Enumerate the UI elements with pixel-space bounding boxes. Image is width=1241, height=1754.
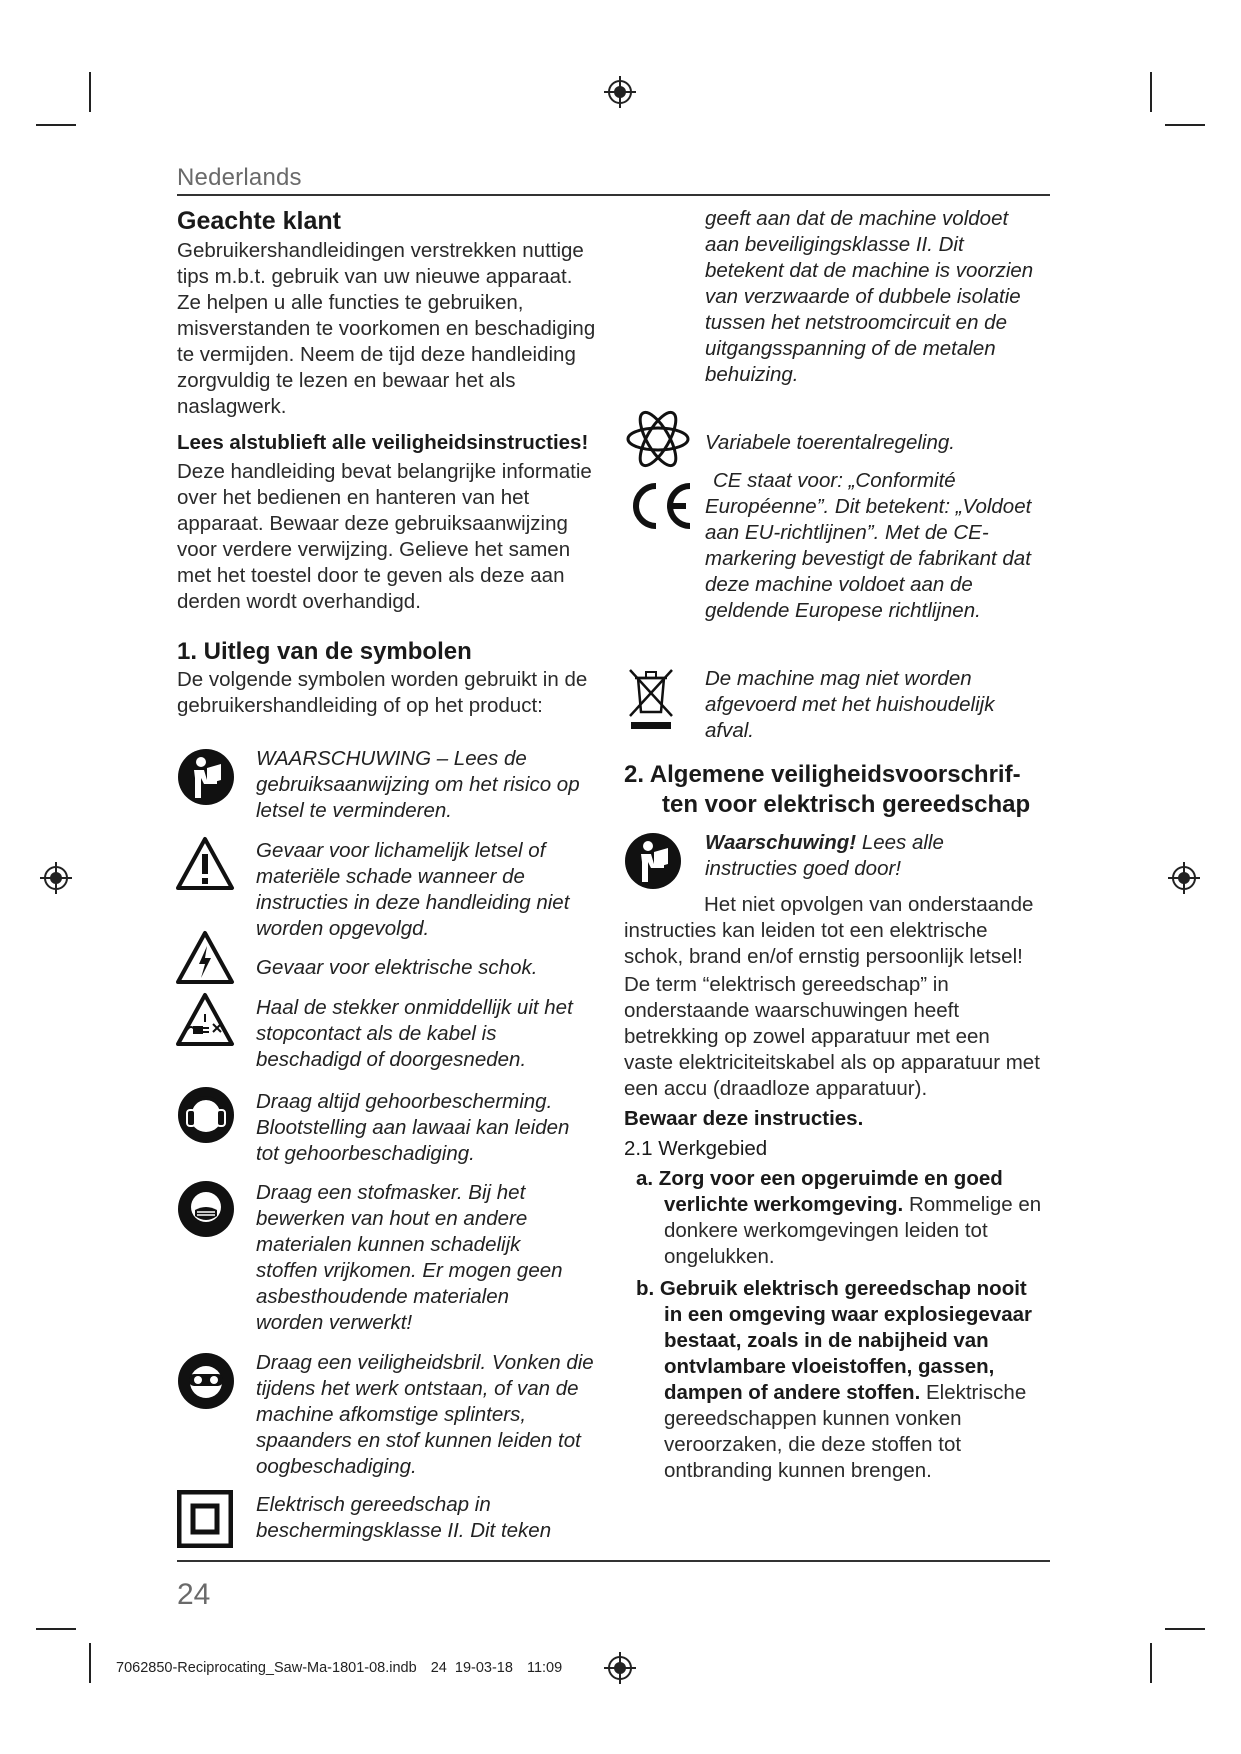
- subsection-work-area: 2.1 Werkgebied: [624, 1137, 768, 1160]
- crop-mark: [89, 72, 91, 112]
- item-a-rest: Rommelige en donkere werkomgevingen leiden tot ongelukken.: [664, 1193, 1042, 1268]
- safety-goggles-icon: [177, 1352, 235, 1410]
- warning-label: Waarschuwing!: [705, 831, 857, 854]
- weee-text: De machine mag niet worden afgevoerd met het huishoudelijk afval.: [705, 667, 995, 742]
- section2-title: [624, 760, 1054, 820]
- section1-intro: De volgende symbolen worden gebruikt in de gebruikershandleiding of op het product:: [177, 668, 588, 717]
- item-b-bold: b. Gebruik elektrisch gereedschap nooit in een omgeving waar explosiegevaar bestaat, zoals in de nabijheid van ontvlambare vloeistoffen, gassen, dampen of andere stoffen.: [636, 1277, 1033, 1404]
- read-manual-icon: [177, 748, 235, 806]
- weee-bin-icon: [628, 666, 674, 730]
- symbol-text-class-ii: Elektrisch gereedschap in beschermingsklasse II. Dit teken: [256, 1493, 552, 1542]
- unplug-cable-icon: [175, 992, 235, 1048]
- symbol-text-unplug: Haal de stekker onmiddellijk uit het stopcontact als de kabel is beschadigd of doorgesneden.: [256, 996, 573, 1071]
- item-b: [624, 1276, 1044, 1484]
- right-column-body: [624, 892, 1044, 1484]
- registration-mark-icon: [1168, 862, 1200, 894]
- symbol-text-warning: Gevaar voor lichamelijk letsel of materiële schade wanneer de instructies in deze handleiding niet worden opgevolgd.: [256, 839, 570, 940]
- keep-instructions: Bewaar deze instructies.: [624, 1107, 864, 1130]
- crop-mark: [1150, 72, 1152, 112]
- section1-title: 1. Uitleg van de symbolen: [177, 638, 472, 665]
- variable-speed-text: Variabele toerentalregeling.: [705, 431, 955, 454]
- registration-mark-icon: [604, 76, 636, 108]
- class-ii-icon: [177, 1490, 233, 1548]
- crop-mark: [1150, 1643, 1152, 1683]
- print-footer: [116, 1660, 562, 1676]
- section2-title-line2: ten voor elektrisch gereedschap: [662, 791, 1031, 818]
- footer-page: 24: [430, 1660, 447, 1676]
- footer-time: 11:09: [526, 1660, 563, 1676]
- section2-title-line1: 2. Algemene veiligheidsvoorschrif-: [624, 761, 1021, 788]
- crop-mark: [36, 124, 76, 126]
- registration-mark-icon: [40, 862, 72, 894]
- registration-mark-icon: [604, 1652, 636, 1684]
- footer-rule: [177, 1560, 1050, 1562]
- symbol-text-goggles: Draag een veiligheidsbril. Vonken die tijdens het werk ontstaan, of van de machine afkomstige splinters, spaanders en stof kunnen leiden tot oogbeschadiging.: [256, 1351, 594, 1478]
- item-b-rest: Elektrische gereedschappen kunnen vonken veroorzaken, die deze stoffen tot ontbranding kunnen brengen.: [664, 1381, 1027, 1482]
- crop-mark: [1165, 1628, 1205, 1630]
- ce-mark-icon: [624, 480, 696, 532]
- header-rule: [177, 194, 1050, 196]
- crop-mark: [1165, 124, 1205, 126]
- symbol-text-ear-protection: Draag altijd gehoorbescherming. Blootstelling aan lawaai kan leiden tot gehoorbeschadiging.: [256, 1090, 570, 1165]
- warning-paragraph: Het niet opvolgen van onderstaande instructies kan leiden tot een elektrische schok, brand en/of ernstig persoonlijk letsel!: [624, 893, 1034, 968]
- greeting-heading: Geachte klant: [177, 207, 341, 235]
- warning-rest: Lees alle instructies goed door!: [705, 831, 944, 880]
- read-manual-icon: [624, 832, 682, 890]
- symbol-text-electric-shock: Gevaar voor elektrische schok.: [256, 956, 538, 979]
- ce-text: CE staat voor: „Conformité Européenne”. Dit betekent: „Voldoet aan EU-richtlijnen”. Met de CE-markering bevestigt de fabrikant dat deze machine voldoet aan de geldende Europese richtlijnen.: [705, 469, 1032, 622]
- item-a: [624, 1166, 1044, 1270]
- warning-triangle-icon: [175, 836, 235, 892]
- symbol-text-dust-mask: Draag een stofmasker. Bij het bewerken van hout en andere materialen kunnen schadelijk stoffen vrijkomen. Er mogen geen asbesthoudende materialen worden verwerkt!: [256, 1181, 563, 1334]
- dust-mask-icon: [177, 1180, 235, 1238]
- item-a-bold: a. Zorg voor een opgeruimde en goed verlichte werkomgeving.: [636, 1167, 1003, 1216]
- safety-paragraph: Deze handleiding bevat belangrijke informatie over het bedienen en hanteren van het apparaat. Bewaar deze gebruiksaanwijzing voor verdere verwijzing. Gelieve het samen met het toestel door te geven als deze aan derden wordt overhandigd.: [177, 460, 592, 613]
- safety-heading: Lees alstublieft alle veiligheidsinstructies!: [177, 431, 589, 454]
- electric-shock-icon: [175, 930, 235, 986]
- variable-speed-icon: [625, 408, 691, 470]
- left-column: [177, 206, 597, 719]
- page-number: 24: [177, 1578, 211, 1611]
- intro-paragraph: Gebruikershandleidingen verstrekken nuttige tips m.b.t. gebruik van uw nieuwe apparaat. Ze helpen u alle functies te gebruiken, misverstanden te voorkomen en beschadiging te vermijden. Neem de tijd deze handleiding zorgvuldig te lezen en bewaar het als naslagwerk.: [177, 239, 596, 418]
- ear-protection-icon: [177, 1086, 235, 1144]
- footer-filename: 7062850-Reciprocating_Saw-Ma-1801-08.indb: [116, 1660, 417, 1676]
- warning-read-text: [705, 830, 955, 882]
- footer-date: 19-03-18: [454, 1660, 513, 1676]
- class-ii-continued: geeft aan dat de machine voldoet aan beveiligingsklasse II. Dit betekent dat de machine is voorzien van verzwaarde of dubbele isolatie tussen het netstroomcircuit en de uitgangsspanning of de metalen behuizing.: [705, 207, 1034, 386]
- symbol-text-read-manual: WAARSCHUWING – Lees de gebruiksaanwijzing om het risico op letsel te verminderen.: [256, 747, 580, 822]
- term-paragraph: De term “elektrisch gereedschap” in onderstaande waarschuwingen heeft betrekking op zowel apparatuur met een vaste elektriciteitskabel als op apparatuur met een accu (draadloze apparatuur).: [624, 973, 1040, 1100]
- crop-mark: [36, 1628, 76, 1630]
- crop-mark: [89, 1643, 91, 1683]
- language-header: Nederlands: [177, 164, 302, 191]
